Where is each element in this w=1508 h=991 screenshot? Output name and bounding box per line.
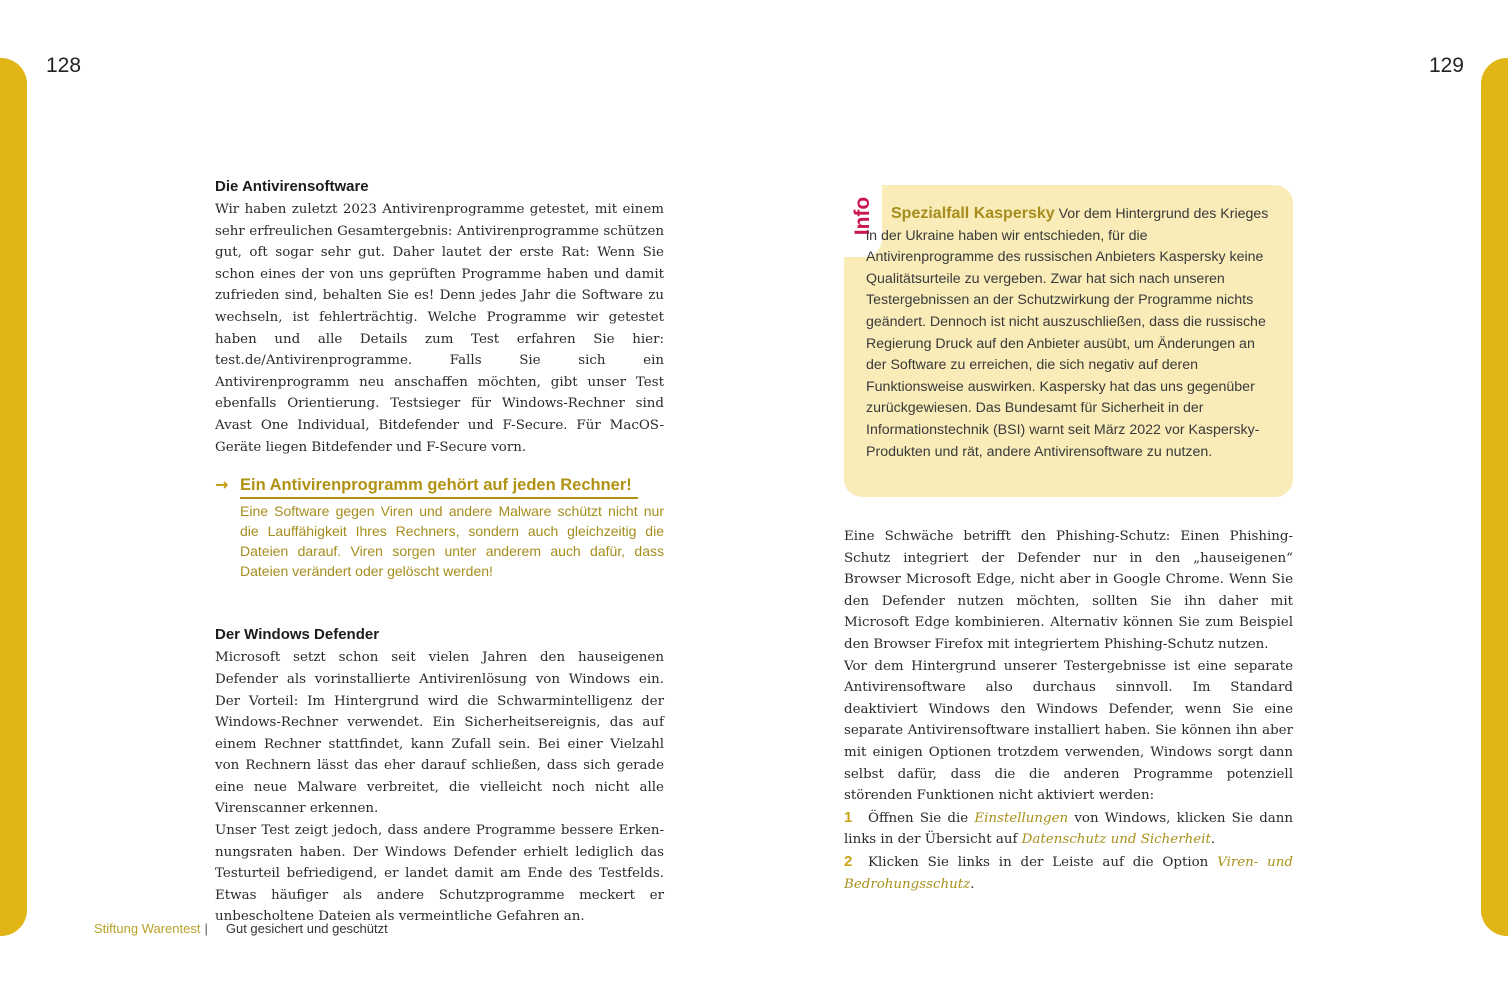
info-text: [866, 203, 1271, 463]
heading-defender: Der Windows Defender: [215, 626, 380, 644]
page-number-left: 128: [46, 54, 82, 77]
info-title: Spezialfall Kaspersky: [891, 205, 1055, 222]
footer-separator: |: [204, 921, 208, 936]
step-text: Klicken Sie links in der Leiste auf die Option: [868, 854, 1218, 870]
page-edge-left: [0, 58, 27, 936]
step-item: [844, 807, 1293, 851]
tip-title: Ein Antivirenprogramm gehört auf jeden Rechner!: [240, 474, 638, 499]
step-number: 2: [844, 852, 853, 870]
paragraph-defender-1: Microsoft setzt schon seit vielen Jahren den hauseigenen Defender als vorinstallierte Antivirenlösung von Windows ein. Der Vorteil: Im Hintergrund wird die Schwarmintelligenz der Windows-Rechner verwendet. Ein Sicherheitsereignis, das auf einem Rechner stattfindet, kann Zufall sein. Bei einer Vielzahl von Rechnern lässt das eher darauf schließen, dass sich gerade eine neue Malware verbreitet, die vielleicht noch nicht alle Virenscanner erkennen.: [215, 650, 664, 817]
heading-antivirus: Die Antivirensoftware: [215, 178, 369, 195]
step-highlight: Viren- und Bedrohungsschutz: [844, 854, 1293, 892]
step-text: .: [1210, 832, 1216, 848]
left-column: [215, 178, 664, 928]
tip-box: [215, 474, 664, 581]
paragraph-phishing-1: Eine Schwäche betrifft den Phishing-Schutz: Einen Phishing-Schutz integriert der Defender nur in den „hauseigenen“ Browser Microsoft Edge, nicht aber in Google Chrome. Wenn Sie den Defender nutzen möchten, sollten Sie ihn daher mit Microsoft Edge kombinieren. Alternativ können Sie zum Beispiel den Browser Firefox mit integriertem Phishing-Schutz nutzen.: [844, 529, 1293, 652]
step-number: 1: [844, 808, 853, 826]
info-box: [844, 185, 1293, 497]
step-text: .: [970, 876, 975, 892]
step-highlight: Datenschutz und Sicherheit: [1021, 832, 1211, 848]
step-list: [844, 807, 1293, 895]
paragraph-antivirus: Wir haben zuletzt 2023 Antivirenprogramme getestet, mit einem sehr erfreulichen Gesamtergebnis: Antivirenprogramme schützen gut, oft sogar sehr gut. Daher lautet der erste Rat: Wenn Sie schon eines der von uns geprüften Programme haben und damit zufrieden sind, behalten Sie es! Denn jedes Jahr die Software zu wechseln, ist fehlerträchtig. Welche Programme wir getestet haben und alle Details zum Test erfahren Sie hier: test.de/Antivirenprogramme. Falls Sie sich ein Antivirenprogramm neu anschaffen möchten, gibt unser Test ebenfalls Orientierung. Testsieger für Windows-Rechner sind Avast One Individual, Bitdefender und F-Secure. Für MacOS-Geräte liegen Bitdefender und F-Secure vorn.: [215, 202, 664, 455]
page-edge-right: [1481, 58, 1508, 936]
info-label-text: Info: [851, 196, 875, 236]
arrow-right-icon: →: [215, 475, 229, 495]
footer: [94, 921, 388, 936]
step-text: von Windows, klicken Sie dann links in der Übersicht auf: [844, 810, 1294, 848]
paragraph-defender-2: Unser Test zeigt jedoch, dass andere Programme bessere Erkennungsraten haben. Der Windows Defender erhielt lediglich das Testurteil befriedigend, er landet damit am Ende des Testfelds. Etwas häufiger als andere Schutzprogramme meckert er unbescholtene Dateien als vermeintliche Gefahren an.: [215, 823, 664, 925]
footer-brand: Stiftung Warentest: [94, 921, 201, 936]
paragraph-phishing-2: Vor dem Hintergrund unserer Testergebnisse ist eine separate Antivirensoftware also durchaus sinnvoll. Im Standard deaktiviert Windows den Windows Defender, wenn Sie eine separate Antivirensoftware installiert haben. Sie können ihn aber mit einigen Optionen trotzdem verwenden, Windows sorgt dann selbst dafür, dass die die anderen Programme potenziell störenden Funktionen nicht aktiviert werden:: [844, 658, 1293, 804]
page-number-right: 129: [1428, 54, 1464, 77]
step-highlight: Einstellungen: [974, 810, 1069, 826]
info-body: Vor dem Hintergrund des Krieges in der Ukraine haben wir entschieden, für die Antivirenprogramme des russischen Anbieters Kaspersky keine Qualitätsurteile zu vergeben. Zwar hat sich nach unseren Testergebnissen an der Schutzwirkung der Programme nichts geändert. Dennoch ist nicht auszuschließen, dass die russische Regierung Druck auf den Anbieter ausübt, um Änderungen an der Software zu erreichen, die sich negativ auf deren Funktionsweise auswirken. Kaspersky hat das uns gegenüber zurückgewiesen. Das Bundesamt für Sicherheit in der Informationstechnik (BSI) warnt seit März 2022 vor Kaspersky-Produkten und rät, andere Antivirensoftware zu nutzen.: [866, 206, 1269, 460]
step-item: [844, 851, 1293, 895]
right-column: [844, 526, 1293, 895]
footer-section: Gut gesichert und geschützt: [225, 921, 388, 936]
tip-text: Eine Software gegen Viren und andere Malware schützt nicht nur die Lauffähigkeit Ihres Rechners, sondern auch gleichzeitig die Dateien darauf. Viren sorgen unter anderem auch dafür, dass Dateien verändert oder gelöscht werden!: [240, 503, 664, 579]
step-text: Öffnen Sie die: [868, 810, 975, 826]
